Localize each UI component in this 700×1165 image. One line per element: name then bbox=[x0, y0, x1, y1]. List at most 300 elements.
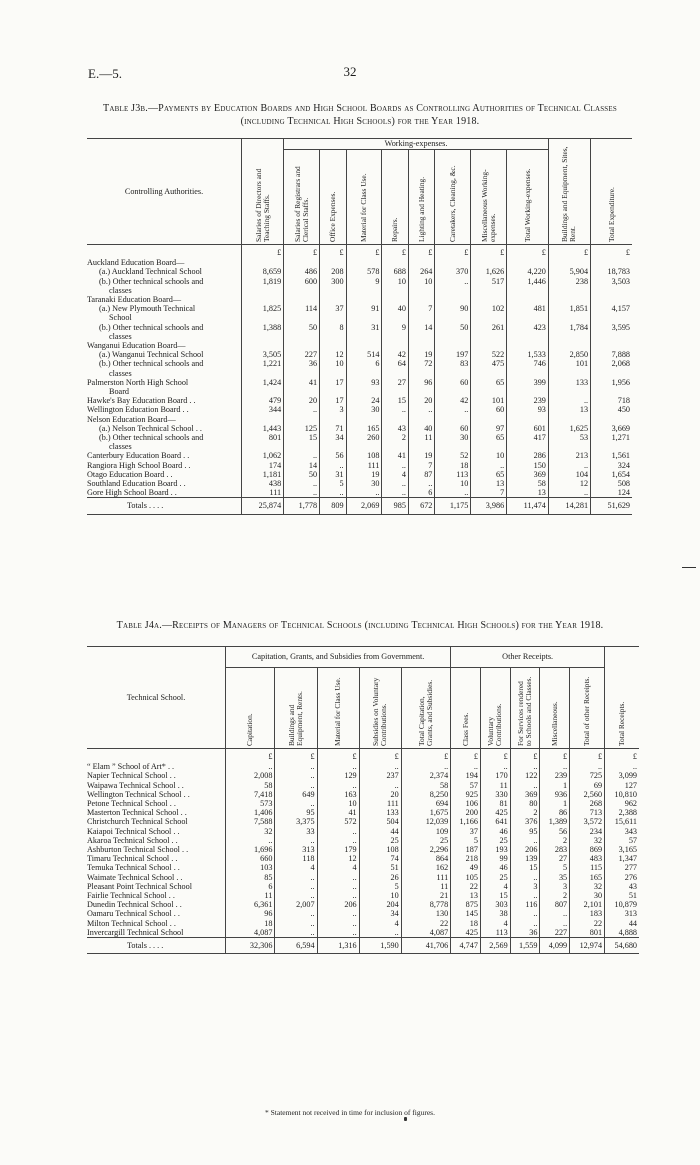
row-value bbox=[242, 387, 284, 396]
row-label: Waipawa Technical School . . bbox=[87, 780, 184, 790]
table2-col-header: Class Fees. bbox=[451, 668, 481, 749]
row-value: 165 bbox=[346, 424, 382, 433]
row-value bbox=[346, 295, 382, 304]
table-row bbox=[87, 817, 639, 826]
row-value: 125 bbox=[284, 424, 320, 433]
row-value: 2,008 bbox=[226, 771, 275, 780]
table1-col-header: Salaries of Registrars and Clerical Staffs. bbox=[284, 150, 320, 245]
table2-col-header: Total Capitation, Grants, and Subsidies. bbox=[401, 668, 450, 749]
row-value: 113 bbox=[435, 470, 471, 479]
row-value bbox=[507, 295, 549, 304]
unit-cell: £ bbox=[570, 749, 605, 763]
table1-col-header: Total Expenditure. bbox=[591, 139, 632, 245]
row-value: 163 bbox=[317, 790, 359, 799]
row-value: 1,181 bbox=[242, 470, 284, 479]
row-value: 41 bbox=[382, 451, 408, 460]
row-value: 718 bbox=[591, 396, 632, 405]
row-value bbox=[242, 442, 284, 451]
row-value bbox=[242, 313, 284, 322]
row-value: 33 bbox=[275, 827, 317, 836]
row-value: 179 bbox=[317, 845, 359, 854]
row-value: 1,446 bbox=[507, 277, 549, 286]
row-value: 17 bbox=[320, 378, 346, 387]
row-value bbox=[548, 258, 590, 267]
row-value bbox=[548, 313, 590, 322]
table2-label-header: Technical School. bbox=[87, 647, 226, 749]
table-row bbox=[87, 304, 632, 313]
unit-cell: £ bbox=[480, 749, 510, 763]
row-value bbox=[408, 341, 434, 350]
row-value bbox=[382, 442, 408, 451]
row-value: .. bbox=[275, 873, 317, 882]
row-label: Auckland Education Board— bbox=[87, 258, 185, 268]
row-value: 801 bbox=[242, 433, 284, 442]
row-value: .. bbox=[275, 771, 317, 780]
row-value: 165 bbox=[570, 873, 605, 882]
row-value bbox=[346, 332, 382, 341]
row-value: 111 bbox=[359, 799, 401, 808]
row-value: 109 bbox=[401, 827, 450, 836]
row-value: 1,062 bbox=[242, 451, 284, 460]
row-value: 43 bbox=[605, 882, 639, 891]
row-value bbox=[548, 415, 590, 424]
row-label: (b.) Other technical schools and bbox=[99, 433, 204, 443]
row-value: 10,879 bbox=[605, 900, 639, 909]
row-value bbox=[435, 258, 471, 267]
table-row bbox=[87, 900, 639, 909]
row-value: .. bbox=[510, 873, 540, 882]
row-value bbox=[242, 286, 284, 295]
row-value bbox=[242, 415, 284, 424]
row-value: 10 bbox=[471, 451, 507, 460]
table-row bbox=[87, 909, 639, 918]
row-value: 208 bbox=[320, 267, 346, 276]
totals-value: 809 bbox=[320, 498, 346, 514]
table-row bbox=[87, 451, 632, 460]
table2-col-header: Subsidies on Voluntary Contributions. bbox=[359, 668, 401, 749]
table-row bbox=[87, 827, 639, 836]
row-value: 10 bbox=[359, 891, 401, 900]
row-value: 105 bbox=[451, 873, 481, 882]
row-value: 239 bbox=[507, 396, 549, 405]
row-value: 96 bbox=[226, 909, 275, 918]
row-value: 24 bbox=[346, 396, 382, 405]
row-value: 4,888 bbox=[605, 928, 639, 938]
row-value bbox=[435, 332, 471, 341]
table-row bbox=[87, 836, 639, 845]
row-value: 60 bbox=[471, 405, 507, 414]
row-value bbox=[507, 341, 549, 350]
row-value: 32 bbox=[226, 827, 275, 836]
table1-col-header: Miscellaneous Working-expenses. bbox=[471, 150, 507, 245]
unit-cell: £ bbox=[540, 749, 570, 763]
table-row bbox=[87, 369, 632, 378]
row-value: 925 bbox=[451, 790, 481, 799]
totals-value: 1,316 bbox=[317, 938, 359, 954]
table-row bbox=[87, 258, 632, 267]
row-value: 3,165 bbox=[605, 845, 639, 854]
row-value: 15 bbox=[510, 863, 540, 872]
totals-value: 2,069 bbox=[346, 498, 382, 514]
row-value bbox=[507, 313, 549, 322]
row-value: 20 bbox=[359, 790, 401, 799]
row-value: 50 bbox=[284, 323, 320, 332]
row-label: Palmerston North High School bbox=[87, 377, 189, 387]
row-value bbox=[507, 258, 549, 267]
row-value bbox=[548, 369, 590, 378]
row-value: 104 bbox=[548, 470, 590, 479]
row-value bbox=[591, 258, 632, 267]
table-row bbox=[87, 424, 632, 433]
row-value bbox=[382, 332, 408, 341]
row-value: 369 bbox=[507, 470, 549, 479]
row-value: 174 bbox=[242, 461, 284, 470]
row-value: 12 bbox=[317, 854, 359, 863]
row-label: (a.) Nelson Technical School . . bbox=[99, 423, 202, 433]
row-value: .. bbox=[284, 479, 320, 488]
row-value: 25 bbox=[480, 873, 510, 882]
row-value: 50 bbox=[435, 323, 471, 332]
row-value: 193 bbox=[480, 845, 510, 854]
row-value: 5 bbox=[359, 882, 401, 891]
row-value: 5,904 bbox=[548, 267, 590, 276]
row-value bbox=[507, 369, 549, 378]
row-value: 40 bbox=[408, 424, 434, 433]
row-value bbox=[471, 341, 507, 350]
row-value: .. bbox=[284, 451, 320, 460]
row-value: 313 bbox=[605, 909, 639, 918]
row-value: 1,533 bbox=[507, 350, 549, 359]
row-value: .. bbox=[275, 762, 317, 771]
totals-value: 1,778 bbox=[284, 498, 320, 514]
row-value: 19 bbox=[346, 470, 382, 479]
row-value: 514 bbox=[346, 350, 382, 359]
row-label: Christchurch Technical School bbox=[87, 817, 188, 827]
row-value: 807 bbox=[540, 900, 570, 909]
row-value bbox=[242, 258, 284, 267]
unit-cell: £ bbox=[401, 749, 450, 763]
row-value: 99 bbox=[480, 854, 510, 863]
row-value bbox=[284, 387, 320, 396]
row-value: .. bbox=[317, 873, 359, 882]
row-label: Timaru Technical School . . bbox=[87, 854, 178, 864]
row-value: 5 bbox=[451, 836, 481, 845]
row-value: 95 bbox=[510, 827, 540, 836]
row-value: .. bbox=[570, 762, 605, 771]
row-value: 108 bbox=[359, 845, 401, 854]
row-value: 1,347 bbox=[605, 854, 639, 863]
row-value bbox=[346, 369, 382, 378]
row-value bbox=[471, 369, 507, 378]
row-value: 90 bbox=[435, 304, 471, 313]
row-value: 43 bbox=[382, 424, 408, 433]
row-value: 31 bbox=[346, 323, 382, 332]
row-value: .. bbox=[275, 882, 317, 891]
row-label: Petone Technical School . . bbox=[87, 799, 176, 809]
row-value bbox=[408, 332, 434, 341]
row-value: 425 bbox=[480, 808, 510, 817]
row-value: 6 bbox=[346, 359, 382, 368]
totals-value: 11,474 bbox=[507, 498, 549, 514]
unit-cell: £ bbox=[451, 749, 481, 763]
table2-col-header: Material for Class Use. bbox=[317, 668, 359, 749]
row-value: 113 bbox=[480, 928, 510, 938]
row-value bbox=[284, 415, 320, 424]
row-value: 122 bbox=[510, 771, 540, 780]
row-value: 71 bbox=[320, 424, 346, 433]
row-value bbox=[382, 387, 408, 396]
row-value: .. bbox=[317, 891, 359, 900]
row-value: .. bbox=[605, 762, 639, 771]
row-value: 18 bbox=[451, 919, 481, 928]
row-value: 260 bbox=[346, 433, 382, 442]
row-value: 517 bbox=[471, 277, 507, 286]
row-value: 962 bbox=[605, 799, 639, 808]
row-value: .. bbox=[284, 405, 320, 414]
row-label: classes bbox=[109, 368, 132, 378]
table-row bbox=[87, 919, 639, 928]
row-value bbox=[435, 442, 471, 451]
row-value: 81 bbox=[480, 799, 510, 808]
row-value: 130 bbox=[401, 909, 450, 918]
row-value: 649 bbox=[275, 790, 317, 799]
row-label: Southland Education Board . . bbox=[87, 479, 186, 489]
row-value: 15 bbox=[284, 433, 320, 442]
row-value bbox=[435, 387, 471, 396]
row-value: 52 bbox=[435, 451, 471, 460]
row-value bbox=[435, 341, 471, 350]
row-value: 15 bbox=[382, 396, 408, 405]
row-value bbox=[408, 286, 434, 295]
row-value: 801 bbox=[570, 928, 605, 938]
row-value: .. bbox=[510, 781, 540, 790]
row-value: 30 bbox=[435, 433, 471, 442]
row-value: 303 bbox=[480, 900, 510, 909]
row-value: 5 bbox=[540, 863, 570, 872]
row-value: 300 bbox=[320, 277, 346, 286]
row-value: 30 bbox=[570, 891, 605, 900]
row-value: .. bbox=[359, 762, 401, 771]
row-value: 8,250 bbox=[401, 790, 450, 799]
row-value bbox=[320, 415, 346, 424]
row-value: 83 bbox=[435, 359, 471, 368]
row-value: 35 bbox=[540, 873, 570, 882]
row-value: 9 bbox=[382, 323, 408, 332]
row-value: 4 bbox=[359, 919, 401, 928]
row-value: 423 bbox=[507, 323, 549, 332]
row-value: 486 bbox=[284, 267, 320, 276]
table-row bbox=[87, 882, 639, 891]
row-value: .. bbox=[320, 488, 346, 498]
row-value: 2,388 bbox=[605, 808, 639, 817]
row-value: 15 bbox=[480, 891, 510, 900]
row-value: 218 bbox=[451, 854, 481, 863]
row-value bbox=[382, 415, 408, 424]
row-value bbox=[471, 313, 507, 322]
row-label: (b.) Other technical schools and bbox=[99, 359, 204, 369]
row-value bbox=[320, 341, 346, 350]
row-value: 4 bbox=[382, 470, 408, 479]
table2-col-header: Buildings and Equipment, Rents. bbox=[275, 668, 317, 749]
row-value bbox=[320, 313, 346, 322]
row-value: 264 bbox=[408, 267, 434, 276]
table-row bbox=[87, 790, 639, 799]
row-value: 36 bbox=[510, 928, 540, 938]
row-value: .. bbox=[226, 836, 275, 845]
row-value: 34 bbox=[359, 909, 401, 918]
row-value: 30 bbox=[346, 405, 382, 414]
row-value bbox=[320, 332, 346, 341]
row-value bbox=[435, 369, 471, 378]
row-value: 261 bbox=[471, 323, 507, 332]
row-value: 145 bbox=[451, 909, 481, 918]
row-value bbox=[320, 442, 346, 451]
row-value bbox=[507, 387, 549, 396]
unit-row bbox=[87, 245, 632, 259]
row-label: Fairlie Technical School . . bbox=[87, 891, 175, 901]
row-value: 1,389 bbox=[540, 817, 570, 826]
row-value bbox=[408, 313, 434, 322]
totals-value: 51,629 bbox=[591, 498, 632, 514]
row-value bbox=[242, 295, 284, 304]
table-row bbox=[87, 781, 639, 790]
row-value: .. bbox=[548, 396, 590, 405]
unit-label bbox=[87, 749, 226, 763]
row-value: 237 bbox=[359, 771, 401, 780]
row-value: 95 bbox=[275, 808, 317, 817]
ink-speck bbox=[404, 1117, 407, 1121]
row-value: 60 bbox=[435, 378, 471, 387]
row-value: 103 bbox=[226, 863, 275, 872]
table1-col-header: Caretakers, Cleaning, &c. bbox=[435, 150, 471, 245]
table-row bbox=[87, 415, 632, 424]
row-value: 313 bbox=[275, 845, 317, 854]
table-row bbox=[87, 479, 632, 488]
table1-col-header: Material for Class Use. bbox=[346, 150, 382, 245]
row-value: 80 bbox=[510, 799, 540, 808]
unit-cell: £ bbox=[346, 245, 382, 259]
row-value bbox=[548, 286, 590, 295]
row-label: Temuka Technical School . . bbox=[87, 863, 180, 873]
table-row bbox=[87, 387, 632, 396]
row-value: .. bbox=[510, 891, 540, 900]
row-label: Kaiapoi Technical School . . bbox=[87, 826, 180, 836]
row-label: Invercargill Technical School bbox=[87, 927, 184, 937]
table-row bbox=[87, 470, 632, 479]
totals-value: 3,986 bbox=[471, 498, 507, 514]
row-value: .. bbox=[435, 405, 471, 414]
row-value: .. bbox=[548, 461, 590, 470]
row-value: 101 bbox=[548, 359, 590, 368]
row-value: 46 bbox=[480, 827, 510, 836]
row-value: 10 bbox=[382, 277, 408, 286]
row-value bbox=[548, 387, 590, 396]
row-value: 58 bbox=[507, 479, 549, 488]
row-value bbox=[471, 286, 507, 295]
row-value bbox=[548, 295, 590, 304]
table2-col-header: Voluntary Contributions. bbox=[480, 668, 510, 749]
row-value: 42 bbox=[435, 396, 471, 405]
row-value: .. bbox=[317, 781, 359, 790]
row-value: 40 bbox=[382, 304, 408, 313]
table-row bbox=[87, 762, 639, 771]
row-value: 97 bbox=[471, 424, 507, 433]
row-value bbox=[471, 295, 507, 304]
row-value bbox=[382, 369, 408, 378]
row-value: 12,039 bbox=[401, 817, 450, 826]
row-value: .. bbox=[320, 461, 346, 470]
row-value: 25 bbox=[401, 836, 450, 845]
table2-col-header: Miscellaneous. bbox=[540, 668, 570, 749]
row-value bbox=[284, 286, 320, 295]
row-value: 111 bbox=[346, 461, 382, 470]
row-value bbox=[382, 313, 408, 322]
totals-label: Totals . . . . bbox=[87, 938, 226, 954]
row-value: .. bbox=[540, 762, 570, 771]
row-value bbox=[320, 286, 346, 295]
row-value: 227 bbox=[540, 928, 570, 938]
row-value: 86 bbox=[540, 808, 570, 817]
row-value: .. bbox=[275, 891, 317, 900]
row-value: 22 bbox=[451, 882, 481, 891]
table-row bbox=[87, 863, 639, 872]
unit-cell: £ bbox=[548, 245, 590, 259]
row-label: Otago Education Board . . bbox=[87, 469, 173, 479]
row-value bbox=[284, 313, 320, 322]
row-value: 36 bbox=[284, 359, 320, 368]
row-value bbox=[471, 415, 507, 424]
row-label: Board bbox=[109, 387, 130, 397]
row-value bbox=[591, 332, 632, 341]
row-value: 51 bbox=[359, 863, 401, 872]
row-value bbox=[320, 258, 346, 267]
row-value bbox=[507, 286, 549, 295]
row-value bbox=[548, 341, 590, 350]
table-row bbox=[87, 405, 632, 414]
table-row bbox=[87, 350, 632, 359]
table1-col-header: Buildings and Equipment, Sites, Rent. bbox=[548, 139, 590, 245]
row-value: 108 bbox=[346, 451, 382, 460]
row-value: .. bbox=[317, 836, 359, 845]
row-value: 3,669 bbox=[591, 424, 632, 433]
row-value bbox=[284, 258, 320, 267]
row-value: 118 bbox=[275, 854, 317, 863]
totals-value: 25,874 bbox=[242, 498, 284, 514]
row-value: 17 bbox=[320, 396, 346, 405]
row-value: 2,068 bbox=[591, 359, 632, 368]
row-value: 206 bbox=[317, 900, 359, 909]
row-value bbox=[591, 295, 632, 304]
row-value: 601 bbox=[507, 424, 549, 433]
row-value: 573 bbox=[226, 799, 275, 808]
table-row bbox=[87, 488, 632, 498]
row-value bbox=[591, 313, 632, 322]
row-value: 11 bbox=[480, 781, 510, 790]
table-row bbox=[87, 332, 632, 341]
row-value: 25 bbox=[359, 836, 401, 845]
row-value: .. bbox=[317, 928, 359, 938]
row-value bbox=[284, 332, 320, 341]
row-value bbox=[591, 442, 632, 451]
row-value: 102 bbox=[471, 304, 507, 313]
row-value: 5 bbox=[320, 479, 346, 488]
row-value bbox=[471, 258, 507, 267]
row-value: 1,625 bbox=[548, 424, 590, 433]
table-row bbox=[87, 286, 632, 295]
row-value: 14 bbox=[408, 323, 434, 332]
row-value: 10 bbox=[317, 799, 359, 808]
row-value: 578 bbox=[346, 267, 382, 276]
